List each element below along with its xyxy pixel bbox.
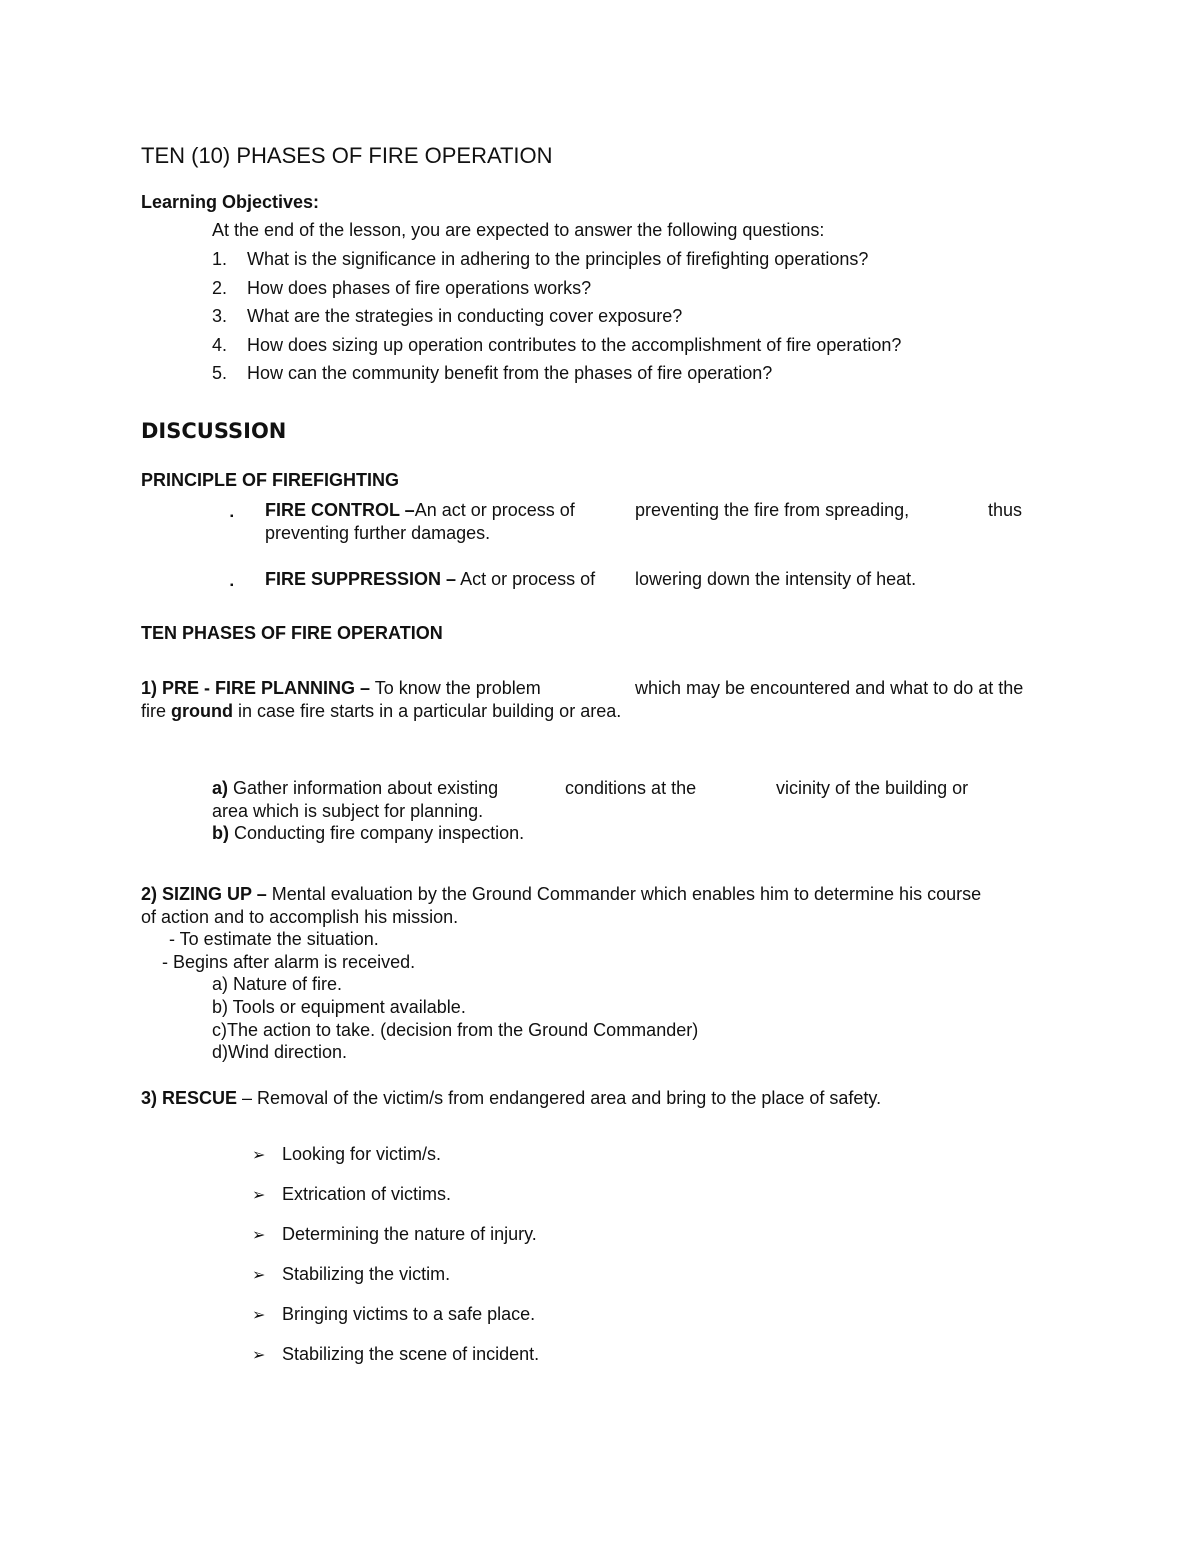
phases-heading: TEN PHASES OF FIRE OPERATION <box>141 623 443 643</box>
objective-text: What is the significance in adhering to the principles of firefighting operations? <box>247 249 869 269</box>
fire-control-term: FIRE CONTROL – <box>265 500 415 520</box>
phase1-a-text1: Gather information about existing <box>233 778 499 798</box>
objective-number: 4. <box>212 335 228 355</box>
phase1-a-text2: conditions at the <box>565 778 697 798</box>
fire-suppression-text-a: Act or process of <box>460 569 596 589</box>
rescue-item: Stabilizing the victim. <box>282 1264 451 1284</box>
phase2-item: b) Tools or equipment available. <box>212 997 466 1017</box>
phase1-a-text4: area which is subject for planning. <box>212 801 484 821</box>
objectives-intro: At the end of the lesson, you are expected to answer the following questions: <box>212 220 825 240</box>
objective-number: 5. <box>212 363 228 383</box>
phase1-b-label: b) <box>212 823 229 843</box>
phase3-term: 3) RESCUE <box>141 1088 238 1108</box>
rescue-item: Looking for victim/s. <box>282 1144 442 1164</box>
objective-text: How does phases of fire operations works? <box>247 278 592 298</box>
phase1-text-b: which may be encountered and what to do at the <box>635 678 1024 698</box>
fire-control-text-b: preventing the fire from spreading, <box>635 500 910 520</box>
phase1-line1 <box>141 677 541 700</box>
fire-control-text-d: preventing further damages. <box>265 523 491 543</box>
objective-number: 2. <box>212 278 228 298</box>
phase2-term: 2) SIZING UP – <box>141 884 267 904</box>
fire-control-text-c: thus <box>988 500 1023 520</box>
phase2-item: a) Nature of fire. <box>212 974 343 994</box>
fire-suppression-term: FIRE SUPPRESSION – <box>265 569 457 589</box>
rescue-item: Bringing victims to a safe place. <box>282 1304 536 1324</box>
arrow-bullet-icon: ➢ <box>252 1307 266 1324</box>
phase2-dash2: - Begins after alarm is received. <box>162 952 416 972</box>
phase2-text: Mental evaluation by the Ground Commander which enables him to determine his course <box>271 884 982 904</box>
phase1-text-a: To know the problem <box>374 678 541 698</box>
objective-number: 3. <box>212 306 228 326</box>
phase2-item: d)Wind direction. <box>212 1042 348 1062</box>
phase1-line2-pre: fire <box>141 701 167 721</box>
phase2-line1 <box>141 883 981 906</box>
fire-control-line1 <box>265 499 575 522</box>
objective-text: How can the community benefit from the phases of fire operation? <box>247 363 773 383</box>
principle-heading: PRINCIPLE OF FIREFIGHTING <box>141 470 400 490</box>
phase2-text2: of action and to accomplish his mission. <box>141 907 459 927</box>
arrow-bullet-icon: ➢ <box>252 1347 266 1364</box>
arrow-bullet-icon: ➢ <box>252 1187 266 1204</box>
rescue-item: Extrication of victims. <box>282 1184 452 1204</box>
phase3-line <box>141 1087 881 1110</box>
phase1-term: 1) PRE - FIRE PLANNING – <box>141 678 371 698</box>
objective-number: 1. <box>212 249 228 269</box>
fire-suppression-line <box>265 568 595 591</box>
phase1-line2-bold: ground <box>171 701 234 721</box>
phase1-a-label: a) <box>212 778 229 798</box>
fire-control-text-a: An act or process of <box>414 500 575 520</box>
bullet-icon: ▪ <box>230 511 234 522</box>
arrow-bullet-icon: ➢ <box>252 1267 266 1284</box>
objective-text: What are the strategies in conducting cover exposure? <box>247 306 683 326</box>
rescue-item: Stabilizing the scene of incident. <box>282 1344 540 1364</box>
rescue-item: Determining the nature of injury. <box>282 1224 537 1244</box>
objective-text: How does sizing up operation contributes to the accomplishment of fire operation? <box>247 335 902 355</box>
objectives-heading: Learning Objectives: <box>141 192 320 212</box>
arrow-bullet-icon: ➢ <box>252 1147 266 1164</box>
page-title: TEN (10) PHASES OF FIRE OPERATION <box>141 143 553 168</box>
phase1-item-a <box>212 777 498 800</box>
phase1-b-text: Conducting fire company inspection. <box>234 823 525 843</box>
fire-suppression-text-b: lowering down the intensity of heat. <box>635 569 917 589</box>
discussion-heading: DISCUSSION <box>141 419 287 443</box>
bullet-icon: ▪ <box>230 580 234 591</box>
arrow-bullet-icon: ➢ <box>252 1227 266 1244</box>
phase2-dash1: - To estimate the situation. <box>169 929 379 949</box>
phase1-line2 <box>141 700 621 723</box>
phase3-text: – Removal of the victim/s from endangered area and bring to the place of safety. <box>242 1088 882 1108</box>
phase1-item-b <box>212 822 524 845</box>
phase1-a-text3: vicinity of the building or <box>776 778 969 798</box>
phase2-item: c)The action to take. (decision from the Ground Commander) <box>212 1020 699 1040</box>
phase1-line2-post: in case fire starts in a particular building or area. <box>238 701 622 721</box>
